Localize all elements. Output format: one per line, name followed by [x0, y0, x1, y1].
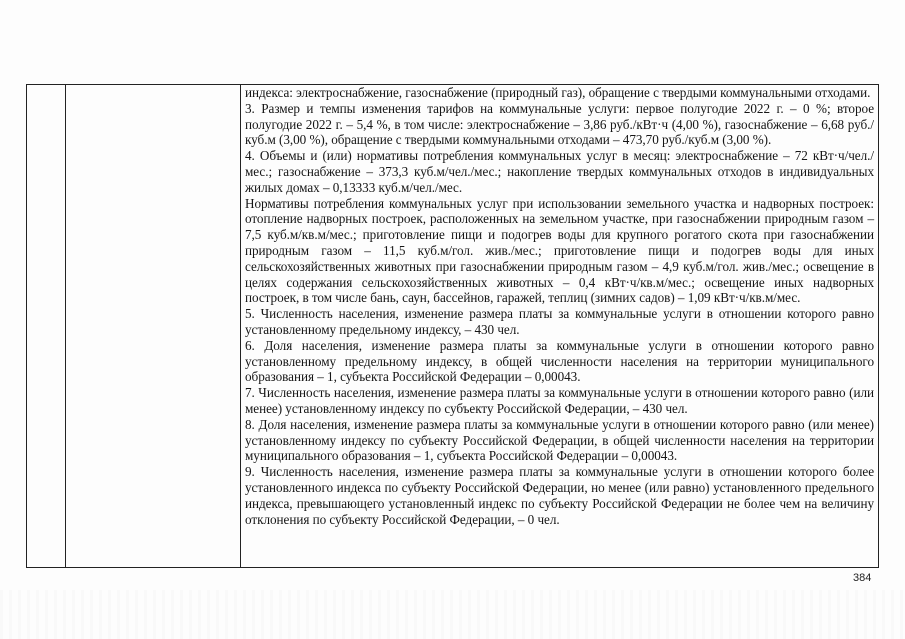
scan-noise	[0, 590, 905, 639]
paragraph-index-services: индекса: электроснабжение, газоснабжение (природный газ), обращение с твердыми коммунальными отходами.	[245, 85, 871, 100]
table-cell-number	[27, 85, 66, 568]
paragraph-share-less: 8. Доля населения, изменение размера платы за коммунальные услуги в отношении которого равно (или менее) установленному индексу по субъекту Российской Федерации, в общей численности населения на территории муниципального образования – 1, субъекта Российской Федерации – 0,00043.	[245, 416, 874, 464]
paragraph-population-less: 7. Численность населения, изменение размера платы за коммунальные услуги в отношении которого равно (или менее) установленному индексу по субъекту Российской Федерации, – 430 чел.	[245, 385, 874, 416]
page-number: 384	[853, 572, 872, 584]
paragraph-share-equal: 6. Доля населения, изменение размера платы за коммунальные услуги в отношении которого равно установленному предельному индексу, в общей численности населения на территории муниципального образования – 1, субъекта Российской Федерации – 0,00043.	[245, 337, 874, 385]
table-cell-name	[66, 85, 241, 568]
paragraph-land-norms: Нормативы потребления коммунальных услуг при использовании земельного участка и надворных построек: отопление надворных построек, расположенных на земельном участке, при газоснабжении природным газом – 7,5 куб.м/кв.м/мес.; приготовление пищи и подогрев воды для крупного рогатого скота при газоснабжении природным газом – 11,5 куб.м/гол. жив./мес.; приготовление пищи и подогрев воды для иных сельскохозяйственных животных при газоснабжении природным газом – 4,9 куб.м/гол. жив./мес.; освещение в целях содержания сельскохозяйственных животных – 0,4 кВт·ч/кв.м/мес.; освещение иных надворных построек, в том числе бань, саун, бассейнов, гаражей, теплиц (зимних садов) – 1,09 кВт·ч/кв.м/мес.	[245, 195, 874, 306]
paragraph-tariffs: 3. Размер и темпы изменения тарифов на коммунальные услуги: первое полугодие 2022 г. – 0 %; второе полугодие 2022 г. – 5,4 %, в том числе: электроснабжение – 3,86 руб./кВт·ч (4,00 %), газоснабжение – 6,68 руб./куб.м (3,00 %), обращение с твердыми коммунальными отходами – 473,70 руб./куб.м (3,00 %).	[245, 100, 874, 148]
paragraph-population-equal: 5. Численность населения, изменение размера платы за коммунальные услуги в отношении которого равно установленному предельному индексу, – 430 чел.	[245, 306, 874, 337]
document-table	[26, 84, 879, 568]
paragraph-population-more: 9. Численность населения, изменение размера платы за коммунальные услуги в отношении которого более установленного индекса по субъекту Российской Федерации, но менее (или равно) установленного предельного индекса, превышающего установленный индекс по субъекту Российской Федерации не более чем на величину отклонения по субъекту Российской Федерации, – 0 чел.	[245, 464, 874, 527]
table-cell-content	[241, 85, 879, 568]
paragraph-volumes: 4. Объемы и (или) нормативы потребления коммунальных услуг в месяц: электроснабжение – 72 кВт·ч/чел./мес.; газоснабжение – 373,3 куб.м/чел./мес.; накопление твердых коммунальных отходов в индивидуальных жилых домах – 0,13333 куб.м/чел./мес.	[245, 148, 874, 195]
table-row	[27, 85, 879, 568]
